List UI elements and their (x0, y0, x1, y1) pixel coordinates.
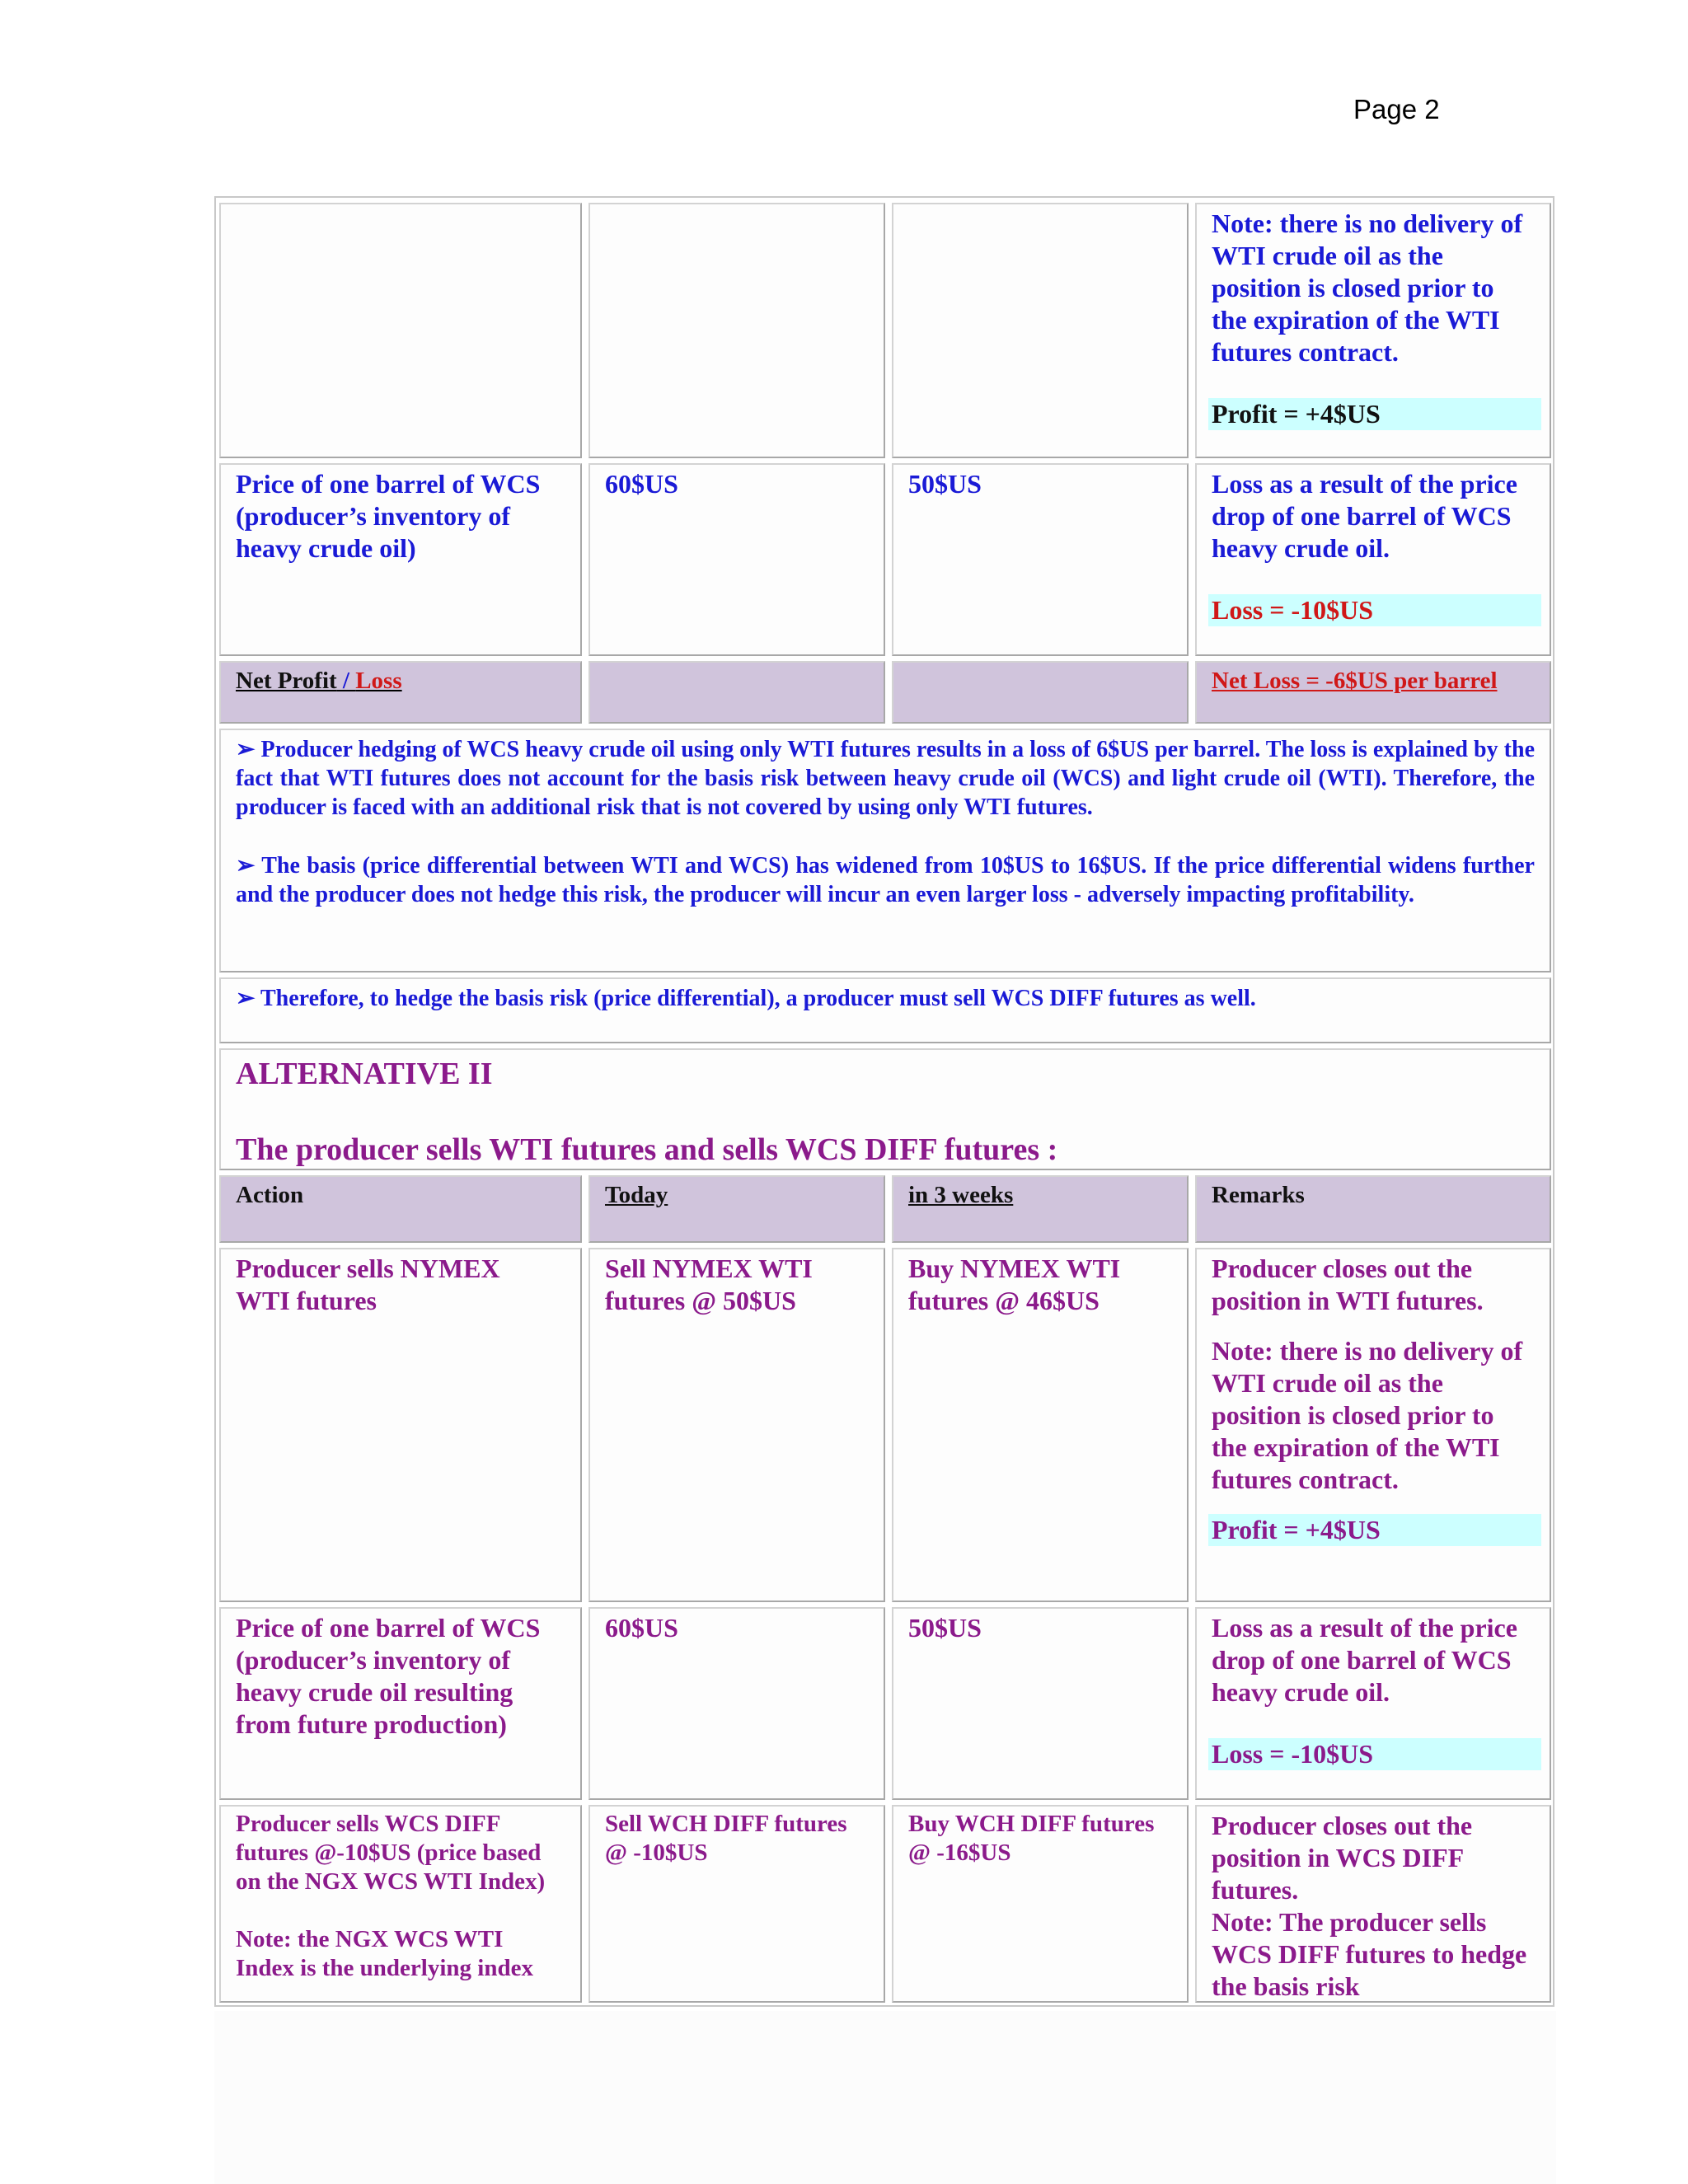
diff-remarks-1: Producer closes out the position in WCS DIFF futures. (1212, 1811, 1473, 1905)
bullet-item: ➢ The basis (price differential between WTI and WCS) has widened from 10$US to 16$US. If the price differential widens further and the producer does not hedge this risk, the producer will incur an even larger loss - adversely impacting profitability. (236, 853, 1535, 907)
document-table (214, 196, 1554, 2007)
bullet-arrow-icon: ➢ (236, 853, 256, 879)
wcs-price-label: Price of one barrel of WCS (producer’s inventory of heavy crude oil) (236, 469, 541, 563)
wti-remarks-1: Producer closes out the position in WTI futures. (1212, 1254, 1484, 1315)
page-number: Page 2 (1353, 94, 1440, 124)
today-cell (588, 463, 885, 656)
table-cell-empty (892, 661, 1189, 724)
table-cell-empty (892, 203, 1189, 458)
page-footer-area (214, 2011, 1556, 2184)
action-cell (219, 463, 582, 656)
diff-weeks: Buy WCH DIFF futures @ -16$US (908, 1811, 1155, 1866)
header-weeks: in 3 weeks (892, 1175, 1189, 1243)
weeks-cell (892, 463, 1189, 656)
remarks-cell (1195, 1248, 1551, 1602)
action-cell (219, 1248, 582, 1602)
loss-result: Loss = -10$US (1208, 594, 1541, 626)
header-action: Action (219, 1175, 582, 1243)
weeks-cell (892, 1805, 1189, 2003)
wcs-remarks: Loss as a result of the price drop of one barrel of WCS heavy crude oil. (1212, 1613, 1517, 1707)
alternative-title: ALTERNATIVE II (236, 1057, 493, 1091)
remarks-cell (1195, 463, 1551, 656)
weeks-cell (892, 1607, 1189, 1800)
bullet-arrow-icon: ➢ (236, 986, 256, 1011)
wcs-weeks-value: 50$US (908, 469, 982, 499)
loss-result: Loss = -10$US (1208, 1738, 1541, 1770)
remarks-note: Note: there is no delivery of WTI crude oil as the position is closed prior to the expiration of the WTI futures contract. (1212, 209, 1523, 367)
today-cell (588, 1607, 885, 1800)
alternative-subtitle: The producer sells WTI futures and sells WCS DIFF futures : (236, 1132, 1058, 1167)
bullet-item: ➢ Producer hedging of WCS heavy crude oil using only WTI futures results in a loss of 6$US per barrel. The loss is explained by the fact that WTI futures does not account for the basis risk between heavy crude oil (WCS) and light crude oil (WTI). Therefore, the producer is faced with an additional risk that is not covered by using only WTI futures. (236, 737, 1535, 820)
remarks-cell (1195, 1805, 1551, 2003)
wti-remarks-2: Note: there is no delivery of WTI crude oil as the position is closed prior to the expiration of the WTI futures contract. (1212, 1336, 1523, 1494)
remarks-cell (1195, 1607, 1551, 1800)
profit-result: Profit = +4$US (1208, 1514, 1541, 1546)
table-cell-empty (219, 203, 582, 458)
net-profit-label: Net Profit (236, 668, 337, 694)
today-cell (588, 1805, 885, 2003)
header-today: Today (588, 1175, 885, 1243)
bullet-arrow-icon: ➢ (236, 737, 256, 762)
wti-weeks: Buy NYMEX WTI futures @ 46$US (908, 1254, 1121, 1315)
table-cell-empty (588, 203, 885, 458)
wcs-today-value: 60$US (605, 1613, 678, 1643)
action-cell (219, 1607, 582, 1800)
alternative-title-cell (219, 1048, 1551, 1170)
profit-result: Profit = +4$US (1208, 398, 1541, 430)
explanation-cell (219, 729, 1551, 972)
wcs-remarks: Loss as a result of the price drop of one barrel of WCS heavy crude oil. (1212, 469, 1517, 563)
net-separator: / (336, 668, 356, 694)
wti-action: Producer sells NYMEX WTI futures (236, 1254, 500, 1315)
net-loss-label: Loss (355, 668, 402, 694)
net-result-cell (1195, 661, 1551, 724)
wcs-weeks-value: 50$US (908, 1613, 982, 1643)
net-loss-result: Net Loss = -6$US per barrel (1212, 668, 1498, 694)
action-cell (219, 1805, 582, 2003)
weeks-cell (892, 1248, 1189, 1602)
net-label-cell (219, 661, 582, 724)
header-remarks: Remarks (1195, 1175, 1551, 1243)
wcs-price-label: Price of one barrel of WCS (producer’s inventory of heavy crude oil resulting from future production) (236, 1613, 541, 1739)
bullet-item: ➢ Therefore, to hedge the basis risk (price differential), a producer must sell WCS DIFF futures as well. (236, 986, 1256, 1011)
table-cell-empty (588, 661, 885, 724)
today-cell (588, 1248, 885, 1602)
diff-action-1: Producer sells WCS DIFF futures @-10$US (price based on the NGX WCS WTI Index) (236, 1811, 546, 1895)
conclusion-cell (219, 977, 1551, 1043)
diff-action-2: Note: the NGX WCS WTI Index is the underlying index (236, 1926, 533, 1981)
wti-today: Sell NYMEX WTI futures @ 50$US (605, 1254, 813, 1315)
diff-today: Sell WCH DIFF futures @ -10$US (605, 1811, 847, 1866)
diff-remarks-2: Note: The producer sells WCS DIFF futures to hedge the basis risk (1212, 1907, 1527, 2001)
remarks-cell (1195, 203, 1551, 458)
wcs-today-value: 60$US (605, 469, 678, 499)
